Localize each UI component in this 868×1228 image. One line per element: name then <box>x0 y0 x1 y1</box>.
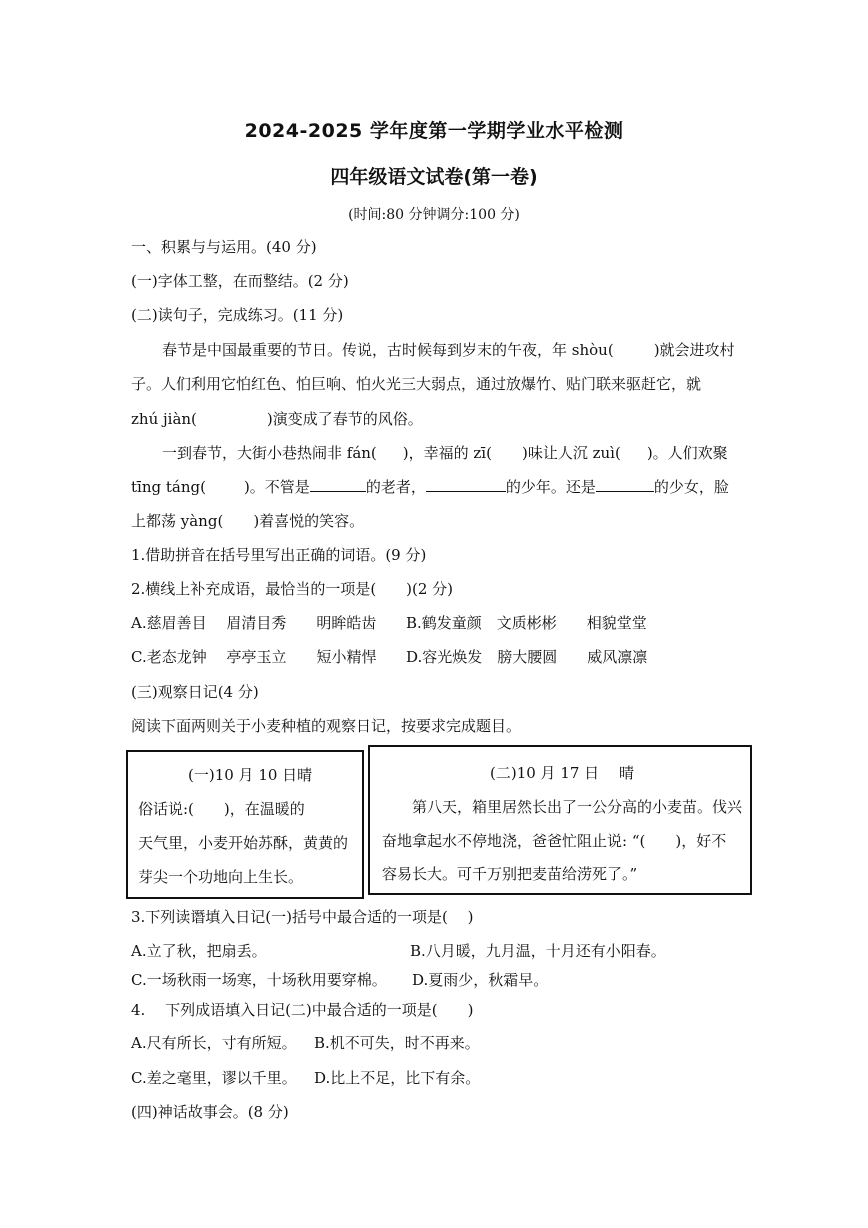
question-2: 2.横线上补充成语，最恰当的一项是( )(2 分) <box>131 580 454 598</box>
option-a[interactable]: A.立了秋，把扇丢。 <box>131 942 267 960</box>
option-a[interactable]: A.慈眉善目 眉清目秀 明眸皓齿 <box>131 614 377 632</box>
option-b[interactable]: B.鹤发童颜 文质彬彬 相貌堂堂 <box>406 614 647 632</box>
passage-text: 一到春节，大街小巷热闹非 fán( <box>162 444 377 462</box>
diary-box-two <box>368 745 752 895</box>
diary-title: (一)10 月 10 日晴 <box>188 766 313 784</box>
passage-text: 的老者， <box>365 478 426 496</box>
passage-text: zhú jiàn( <box>131 410 197 428</box>
passage-line <box>162 443 728 463</box>
passage-text: 春节是中国最重要的节日。传说，古时候每到岁末的午夜，年 shòu( <box>162 341 614 359</box>
section-heading: 一、积累与与运用。(40 分) <box>131 238 317 256</box>
passage-text: )着喜悦的笑容。 <box>253 512 365 530</box>
question-1: 1.借助拼音在括号里写出正确的词语。(9 分) <box>131 546 427 564</box>
passage-text: )，幸福的 zī( <box>402 444 492 462</box>
diary-text: 奋地拿起水不停地浇，爸爸忙阻止说: “( <box>382 832 646 850</box>
question-4: 4. 下列成语填入日记(二)中最合适的一项是( ) <box>131 1001 474 1019</box>
diary-text: )，在温暖的 <box>223 800 305 818</box>
fill-line[interactable] <box>596 477 654 492</box>
passage-line <box>131 409 423 429</box>
diary-text: )，好不 <box>675 832 727 850</box>
diary-line: 芽尖一个功地向上生长。 <box>138 868 304 886</box>
passage-line <box>162 340 735 360</box>
part-two-heading: (二)读句子，完成练习。(11 分) <box>131 306 344 324</box>
option-b[interactable]: B.八月暖，九月温，十月还有小阳春。 <box>410 942 666 960</box>
passage-text: 的少女，脸 <box>653 478 729 496</box>
part-one-heading: (一)字体工整，在而整结。(2 分) <box>131 272 349 290</box>
exam-title: 2024-2025 学年度第一学期学业水平检测 <box>244 120 624 142</box>
diary-line: 容易长大。可千万别把麦苗给涝死了。” <box>382 865 638 883</box>
passage-line: 子。人们利用它怕红色、怕巨响、怕火光三大弱点，通过放爆竹、贴门联来驱赶它，就 <box>131 375 702 393</box>
passage-text: )就会进攻村 <box>653 341 735 359</box>
part-three-heading: (三)观察日记(4 分) <box>131 683 259 701</box>
option-d[interactable]: D.容光焕发 膀大腰圆 威风凛凛 <box>406 648 648 666</box>
diary-box-one <box>126 750 364 899</box>
diary-line <box>138 799 305 819</box>
passage-text: 上都荡 yàng( <box>131 512 224 530</box>
passage-text: )味让人沉 zuì( <box>521 444 621 462</box>
option-c[interactable]: C.差之毫里，谬以千里。 <box>131 1069 297 1087</box>
passage-line <box>131 477 729 497</box>
passage-text: tīng táng( <box>131 478 206 496</box>
passage-text: )演变成了春节的风俗。 <box>266 410 423 428</box>
diary-line: 天气里，小麦开始苏酥，黄黄的 <box>138 834 349 852</box>
option-d[interactable]: D.比上不足，比下有余。 <box>314 1069 481 1087</box>
part-four-heading: (四)神话故事会。(8 分) <box>131 1103 289 1121</box>
passage-line <box>131 511 364 531</box>
option-d[interactable]: D.夏雨少，秋霜早。 <box>412 971 549 989</box>
diary-line <box>382 831 726 851</box>
diary-line: 第八天，箱里居然长出了一公分高的小麦苗。伐兴 <box>412 798 743 816</box>
option-c[interactable]: C.一场秋雨一场寒，十场秋用要穿棉。 <box>131 971 387 989</box>
fill-line[interactable] <box>426 477 506 492</box>
option-c[interactable]: C.老态龙钟 亭亭玉立 短小精悍 <box>131 648 377 666</box>
part-three-intro: 阅读下面两则关于小麦种植的观察日记，按要求完成题目。 <box>131 717 522 735</box>
fill-line[interactable] <box>310 477 366 492</box>
passage-text: 的少年。还是 <box>505 478 596 496</box>
diary-title: (二)10 月 17 日 晴 <box>490 764 634 782</box>
question-3: 3.下列读谮填入日记(一)括号中最合适的一项是( ) <box>131 908 474 926</box>
passage-text: )。人们欢聚 <box>646 444 728 462</box>
option-b[interactable]: B.机不可失，时不再来。 <box>314 1034 480 1052</box>
option-a[interactable]: A.尺有所长，寸有所短。 <box>131 1034 297 1052</box>
exam-subtitle: 四年级语文试卷(第一卷) <box>330 166 538 188</box>
diary-text: 俗话说:( <box>138 800 194 818</box>
exam-info: (时间:80 分钟调分:100 分) <box>348 207 520 223</box>
passage-text: )。不管是 <box>243 478 310 496</box>
